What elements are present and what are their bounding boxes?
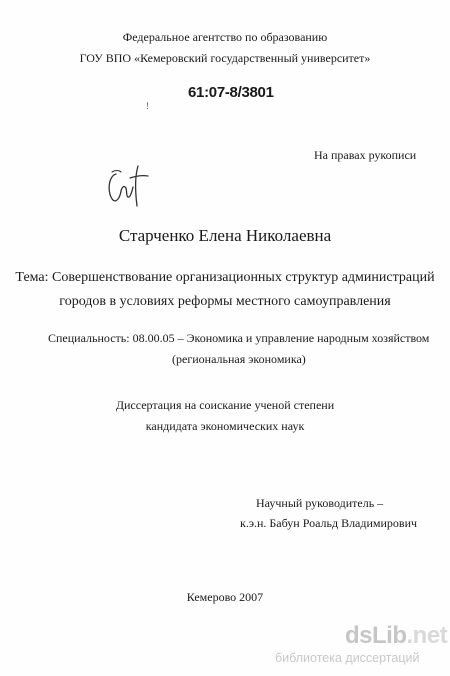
signature-icon [102, 160, 154, 210]
watermark-logo [345, 622, 447, 650]
city-year: Кемерово 2007 [186, 590, 264, 604]
topic-line-1: Тема: Совершенствование организационных структур администраций [15, 270, 435, 285]
dissertation-line-2: кандидата экономических наук [145, 419, 305, 433]
author-name: Старченко Елена Николаевна [118, 226, 332, 245]
specialty-line-1: Специальность: 08.00.05 – Экономика и управление народным хозяйством [48, 331, 430, 345]
topic-line-2: городов в условиях реформы местного самоуправления [59, 294, 391, 309]
dissertation-line-1: Диссертация на соискание ученой степени [115, 398, 335, 412]
specialty-line-2: (региональная экономика) [172, 352, 306, 366]
university-name: ГОУ ВПО «Кемеровский государственный университет» [79, 51, 371, 65]
advisor-line-2: к.э.н. Бабун Роальд Владимирович [240, 516, 418, 530]
manuscript-rights-note: На правах рукописи [314, 148, 417, 162]
advisor-line-1: Научный руководитель – [256, 496, 384, 510]
watermark-logo-part2: .net [406, 622, 448, 649]
watermark-caption: библиотека диссертаций [275, 651, 420, 665]
watermark-logo-part1: dsLib [345, 622, 407, 649]
stamp-mark: ! [146, 101, 149, 111]
agency-name: Федеральное агентство по образованию [122, 30, 328, 44]
archive-code: 61:07-8/3801 [188, 84, 274, 101]
